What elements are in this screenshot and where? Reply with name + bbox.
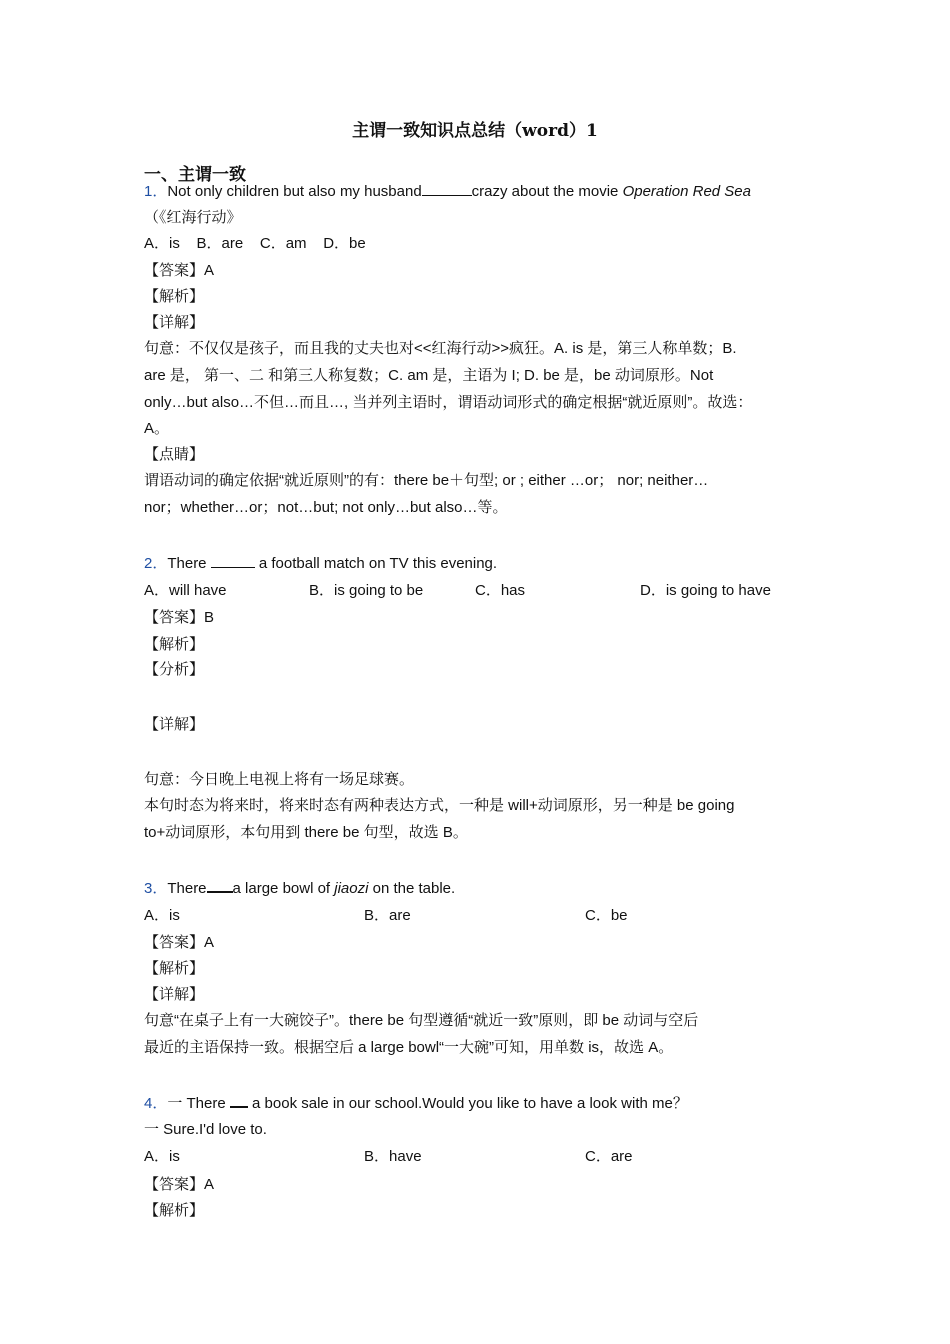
question-2-fenxi-label: 【分析】	[144, 661, 205, 678]
question-number: 3．	[144, 880, 168, 897]
question-2-analysis-label: 【解析】	[144, 636, 205, 653]
question-4-reply: 一 Sure.I'd love to.	[144, 1121, 267, 1138]
question-1-tip-line: 谓语动词的确定依据“就近原则”的有：there be＋句型; or ; either …or； nor; neither…	[144, 472, 709, 489]
question-2-detail-label: 【详解】	[144, 716, 205, 733]
option-a: A．is	[144, 907, 180, 924]
question-2-explanation-line: to+动词原形，本句用到 there be 句型，故选 B。	[144, 824, 468, 841]
question-1-explanation-line: A。	[144, 420, 170, 437]
option-d: D．is going to have	[640, 582, 771, 599]
question-number: 4．	[144, 1095, 168, 1112]
option-b: B．have	[364, 1148, 422, 1165]
answer-blank	[422, 182, 472, 196]
question-number: 2．	[144, 555, 168, 572]
option-a: A．is	[144, 1148, 180, 1165]
question-1-stem-cont: （《红海行动》	[144, 209, 242, 226]
question-number: 1．	[144, 183, 168, 200]
option-a: A．will have	[144, 582, 227, 599]
question-2-answer: 【答案】B	[144, 609, 215, 626]
question-4-stem: 4．一 There a book sale in our school.Would you like to have a look with me？	[144, 1095, 688, 1112]
option-b: B．are	[364, 907, 411, 924]
question-3-answer: 【答案】A	[144, 934, 215, 951]
question-1-tip-label: 【点睛】	[144, 446, 205, 463]
question-2-stem: 2．There a football match on TV this evening.	[144, 555, 498, 572]
question-1-tip-line: nor；whether…or；not…but; not only…but also…等。	[144, 499, 508, 516]
question-3-explanation-line: 句意“在桌子上有一大碗饺子”。there be 句型遵循“就近一致”原则，即 be 动词与空后	[144, 1012, 699, 1029]
question-3-detail-label: 【详解】	[144, 986, 205, 1003]
option-b: B．is going to be	[309, 582, 424, 599]
question-1-stem: 1．Not only children but also my husband crazy about the movie Operation Red Sea	[144, 183, 751, 200]
question-1-explanation-line: 句意：不仅仅是孩子，而且我的丈夫也对<<红海行动>>疯狂。A. is 是，第三人称单数；B.	[144, 340, 737, 357]
question-1-options: A．is B．are C．am D．be	[144, 235, 366, 252]
option-c: C．has	[475, 582, 526, 599]
question-3-stem: 3．There a large bowl of jiaozi on the table.	[144, 880, 456, 897]
movie-title: Operation Red Sea	[622, 183, 751, 200]
question-1-explanation-line: are 是， 第一、二 和第三人称复数；C. am 是，主语为 I; D. be 是，be 动词原形。Not	[144, 367, 714, 384]
option-c: C．be	[585, 907, 628, 924]
page-title: 主谓一致知识点总结（word）1	[352, 121, 598, 141]
option-c: C．are	[585, 1148, 633, 1165]
question-4-analysis-label: 【解析】	[144, 1202, 205, 1219]
question-1-explanation-line: only…but also…不但…而且…, 当并列主语时，谓语动词形式的确定根据“就近原则”。故选：	[144, 394, 753, 411]
question-2-explanation-line: 本句时态为将来时，将来时态有两种表达方式，一种是 will+动词原形，另一种是 be going	[144, 797, 735, 814]
question-3-explanation-line: 最近的主语保持一致。根据空后 a large bowl“一大碗”可知，用单数 is，故选 A。	[144, 1039, 674, 1056]
question-1-analysis-label: 【解析】	[144, 288, 205, 305]
section-heading: 一、主谓一致	[144, 165, 246, 184]
answer-blank	[207, 878, 233, 893]
question-2-explanation-line: 句意：今日晚上电视上将有一场足球赛。	[144, 771, 415, 788]
answer-blank	[230, 1093, 248, 1108]
answer-blank	[211, 554, 255, 568]
question-1-answer: 【答案】A	[144, 262, 215, 279]
question-1-detail-label: 【详解】	[144, 314, 205, 331]
question-3-analysis-label: 【解析】	[144, 960, 205, 977]
question-4-answer: 【答案】A	[144, 1176, 215, 1193]
